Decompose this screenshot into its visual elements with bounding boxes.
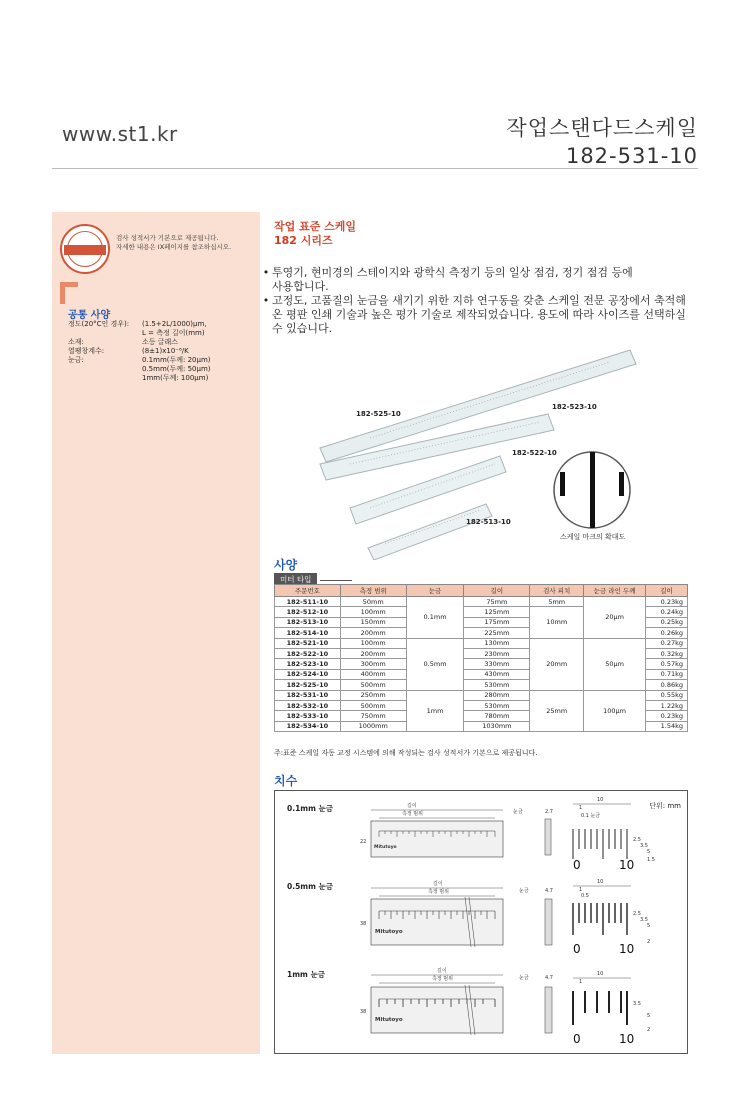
drawing-1mm xyxy=(360,967,650,1046)
cell-length: 430mm xyxy=(464,669,530,679)
dim-text: 3.5 xyxy=(640,917,648,923)
cell-length: 230mm xyxy=(464,648,530,658)
cell-weight: 0.23kg xyxy=(646,597,688,607)
dimension-drawings xyxy=(275,791,687,1053)
drawing-01mm xyxy=(360,797,655,872)
dim-text: 길이 xyxy=(407,803,417,809)
cell-code: 182-521-10 xyxy=(275,638,341,648)
scale-ten: 10 xyxy=(619,942,635,956)
spec-key: 정도(20°C인 경우): xyxy=(68,320,130,328)
cell-range: 150mm xyxy=(340,617,406,627)
page-title-block xyxy=(506,112,698,168)
dim-text: 측정 범위 xyxy=(402,811,423,817)
cell-weight: 0.26kg xyxy=(646,628,688,638)
cell-line-width: 100μm xyxy=(584,690,646,732)
cell-code: 182-532-10 xyxy=(275,700,341,710)
spec-value: L = 측정 길이(mm) xyxy=(142,329,205,337)
table-row xyxy=(275,690,688,700)
cell-pitch: 20mm xyxy=(530,638,584,690)
cell-graduation: 0.1mm xyxy=(406,597,464,639)
cell-weight: 0.55kg xyxy=(646,690,688,700)
dim-text: 22 xyxy=(360,839,367,845)
dim-label-01mm: 0.1mm 눈금 xyxy=(287,804,334,813)
spec-key: 소재: xyxy=(68,338,84,346)
certificate-seal-icon xyxy=(60,224,110,274)
cell-pitch: 25mm xyxy=(530,690,584,732)
dim-text: 눈금 xyxy=(513,809,523,815)
feature-list xyxy=(260,266,700,336)
cell-weight: 0.25kg xyxy=(646,617,688,627)
bullet-icon: • xyxy=(262,294,270,307)
cell-code: 182-522-10 xyxy=(275,648,341,658)
spec-key xyxy=(68,374,142,383)
spec-heading: 사양 xyxy=(274,558,298,572)
zoom-caption: 스케일 마크의 확대도 xyxy=(560,533,626,541)
cell-weight: 1.54kg xyxy=(646,721,688,731)
dim-text: 10 xyxy=(597,797,604,803)
cell-code: 182-514-10 xyxy=(275,628,341,638)
model-number: 182-531-10 xyxy=(565,144,698,168)
page-title: 작업스탠다드스케일 xyxy=(506,116,698,140)
col-order-no: 주문번호 xyxy=(275,585,341,597)
scale-mark-zoom xyxy=(552,450,632,530)
cell-range: 750mm xyxy=(340,711,406,721)
cell-range: 400mm xyxy=(340,669,406,679)
spec-value: (8±1)x10⁻⁶/K xyxy=(142,347,189,355)
brand-text: Mitutoyo xyxy=(374,845,397,850)
cell-code: 182-511-10 xyxy=(275,597,341,607)
col-length: 길이 xyxy=(464,585,530,597)
dim-text: 38 xyxy=(360,1009,367,1015)
table-row xyxy=(275,638,688,648)
certificate-note xyxy=(116,234,256,252)
feature-text: 고정도, 고품질의 눈금을 새기기 위한 지하 연구동을 갖춘 스케일 전문 공장에서 축적해 xyxy=(272,294,686,307)
dim-text: 4.7 xyxy=(545,888,553,894)
spec-key: 눈금: xyxy=(68,356,84,364)
scale-ten: 10 xyxy=(619,858,635,872)
header-divider xyxy=(52,168,698,169)
cell-range: 500mm xyxy=(340,680,406,690)
cell-weight: 0.32kg xyxy=(646,648,688,658)
drawing-05mm xyxy=(360,879,650,956)
spec-row xyxy=(68,356,258,365)
cell-code: 182-531-10 xyxy=(275,690,341,700)
scale-ten: 10 xyxy=(619,1032,635,1046)
cell-length: 125mm xyxy=(464,607,530,617)
spec-row xyxy=(68,320,258,329)
cell-code: 182-534-10 xyxy=(275,721,341,731)
spec-row xyxy=(68,347,258,356)
cell-length: 530mm xyxy=(464,700,530,710)
dim-text: 0.5 xyxy=(581,893,589,899)
cell-code: 182-513-10 xyxy=(275,617,341,627)
dim-text: 길이 xyxy=(433,881,443,887)
scale-zero: 0 xyxy=(573,1032,581,1046)
dim-text: 1 xyxy=(579,805,583,811)
cell-line-width: 50μm xyxy=(584,638,646,690)
feature-text: 수 있습니다. xyxy=(272,322,333,335)
dim-text: 측정 범위 xyxy=(428,889,449,895)
scale-zero: 0 xyxy=(573,858,581,872)
spec-row xyxy=(68,365,258,374)
bullet-icon: • xyxy=(262,266,270,279)
dim-text: 38 xyxy=(360,921,367,927)
cell-range: 50mm xyxy=(340,597,406,607)
cell-code: 182-524-10 xyxy=(275,669,341,679)
cell-range: 250mm xyxy=(340,690,406,700)
feature-item xyxy=(260,266,700,294)
cell-code: 182-523-10 xyxy=(275,659,341,669)
dim-text: 3.5 xyxy=(640,843,648,849)
site-url[interactable]: www.st1.kr xyxy=(62,122,178,146)
label-182-525: 182-525-10 xyxy=(356,410,401,418)
dim-text: 1 xyxy=(579,887,583,893)
cell-length: 780mm xyxy=(464,711,530,721)
product-title-line: 182 시리즈 xyxy=(274,234,333,247)
dim-text: 길이 xyxy=(437,968,447,974)
dim-label-05mm: 0.5mm 눈금 xyxy=(287,882,334,891)
col-pitch: 검사 피치 xyxy=(530,585,584,597)
dim-text: 2 xyxy=(647,939,651,945)
cell-length: 330mm xyxy=(464,659,530,669)
cell-weight: 0.23kg xyxy=(646,711,688,721)
spec-table xyxy=(274,584,688,732)
brand-text: Mitutoyo xyxy=(375,929,403,935)
dimensions-panel xyxy=(274,790,688,1054)
cell-weight: 0.71kg xyxy=(646,669,688,679)
label-182-522: 182-522-10 xyxy=(512,449,557,457)
spec-row xyxy=(68,338,258,347)
cell-length: 280mm xyxy=(464,690,530,700)
dim-text: 1.5 xyxy=(647,857,655,863)
dim-text: 눈금 xyxy=(519,888,529,894)
brand-text: Mitutoyo xyxy=(375,1017,403,1023)
cell-pitch: 10mm xyxy=(530,607,584,638)
dim-text: 3.5 xyxy=(633,1001,641,1007)
spec-value: 소등 글래스 xyxy=(142,338,179,346)
cell-weight: 0.27kg xyxy=(646,638,688,648)
col-range: 측정 범위 xyxy=(340,585,406,597)
dim-text: 측정 범위 xyxy=(432,976,453,982)
spec-row xyxy=(68,374,258,383)
table-row xyxy=(275,597,688,607)
cell-range: 200mm xyxy=(340,648,406,658)
dim-text: 5 xyxy=(647,849,651,855)
spec-value: 0.5mm(두께: 50μm) xyxy=(142,365,211,373)
cell-weight: 0.86kg xyxy=(646,680,688,690)
cell-length: 75mm xyxy=(464,597,530,607)
seal-band xyxy=(64,245,106,255)
dim-text: 0.1 눈금 xyxy=(581,813,601,819)
cell-code: 182-525-10 xyxy=(275,680,341,690)
cell-range: 100mm xyxy=(340,638,406,648)
scale-zero: 0 xyxy=(573,942,581,956)
cell-graduation: 1mm xyxy=(406,690,464,732)
cell-graduation: 0.5mm xyxy=(406,638,464,690)
cell-length: 225mm xyxy=(464,628,530,638)
feature-text: 온 평판 인쇄 기술과 높은 평가 기술로 제작되었습니다. 용도에 따라 사이즈를 선택하실 xyxy=(272,308,686,321)
dim-text: 2 xyxy=(647,1027,651,1033)
spec-table-header xyxy=(275,585,688,597)
cell-weight: 1.22kg xyxy=(646,700,688,710)
feature-text: 사용합니다. xyxy=(272,280,329,293)
spec-key xyxy=(68,365,142,374)
unit-label: 단위: mm xyxy=(649,802,681,810)
cell-range: 100mm xyxy=(340,607,406,617)
cell-code: 182-533-10 xyxy=(275,711,341,721)
dim-text: 4.7 xyxy=(545,975,553,981)
cell-range: 200mm xyxy=(340,628,406,638)
dim-label-1mm: 1mm 눈금 xyxy=(287,970,325,979)
col-weight: 길이 xyxy=(646,585,688,597)
dim-text: 10 xyxy=(597,971,604,977)
spec-row xyxy=(68,329,258,338)
cell-weight: 0.24kg xyxy=(646,607,688,617)
common-spec-title: 공통 사양 xyxy=(68,310,111,321)
cell-range: 300mm xyxy=(340,659,406,669)
product-title-line: 작업 표준 스케일 xyxy=(274,220,357,233)
common-spec-list xyxy=(68,320,258,383)
spec-value: 0.1mm(두께: 20μm) xyxy=(142,356,211,364)
spec-value: (1.5+2L/1000)μm, xyxy=(142,320,207,328)
cell-range: 1000mm xyxy=(340,721,406,731)
dimensions-heading: 치수 xyxy=(274,774,298,788)
cell-length: 130mm xyxy=(464,638,530,648)
type-tag-rule xyxy=(320,580,352,581)
dim-text: 2.5 xyxy=(633,837,641,843)
table-footnote: 주:표준 스케일 자동 교정 시스템에 의해 작성되는 검사 성적서가 기본으로 제공됩니다. xyxy=(274,749,538,757)
cell-code: 182-512-10 xyxy=(275,607,341,617)
dim-text: 5 xyxy=(647,923,651,929)
cell-line-width: 20μm xyxy=(584,597,646,639)
cell-length: 175mm xyxy=(464,617,530,627)
sidebar xyxy=(52,212,260,1054)
product-series-title xyxy=(274,220,356,248)
dim-text: 눈금 xyxy=(519,975,529,981)
feature-text: 투영기, 현미경의 스테이지와 광학식 측정기 등의 일상 점검, 정기 점검 등에 xyxy=(272,266,633,279)
label-182-523: 182-523-10 xyxy=(552,403,597,411)
meter-type-tag: 미터 타입 xyxy=(274,573,317,586)
dim-text: 10 xyxy=(597,879,604,885)
col-line-width: 눈금 라인 두께 xyxy=(584,585,646,597)
cell-length: 1030mm xyxy=(464,721,530,731)
dim-text: 1 xyxy=(579,979,583,985)
dim-text: 5 xyxy=(647,1013,651,1019)
spec-value: 1mm(두께: 100μm) xyxy=(142,374,209,382)
cell-pitch: 5mm xyxy=(530,597,584,607)
cell-weight: 0.57kg xyxy=(646,659,688,669)
corner-bracket-icon xyxy=(60,282,78,304)
certificate-note-line: 자세한 내용은 IX페이지를 참조하십시오. xyxy=(116,243,232,251)
label-182-513: 182-513-10 xyxy=(466,518,511,526)
spec-key xyxy=(68,329,142,338)
dim-text: 2.7 xyxy=(545,809,553,815)
cell-length: 530mm xyxy=(464,680,530,690)
col-graduation: 눈금 xyxy=(406,585,464,597)
spec-key: 열팽창계수: xyxy=(68,347,105,355)
dim-text: 2.5 xyxy=(633,911,641,917)
cell-range: 500mm xyxy=(340,700,406,710)
certificate-note-line: 검사 성적서가 기본으로 제공됩니다. xyxy=(116,234,219,242)
